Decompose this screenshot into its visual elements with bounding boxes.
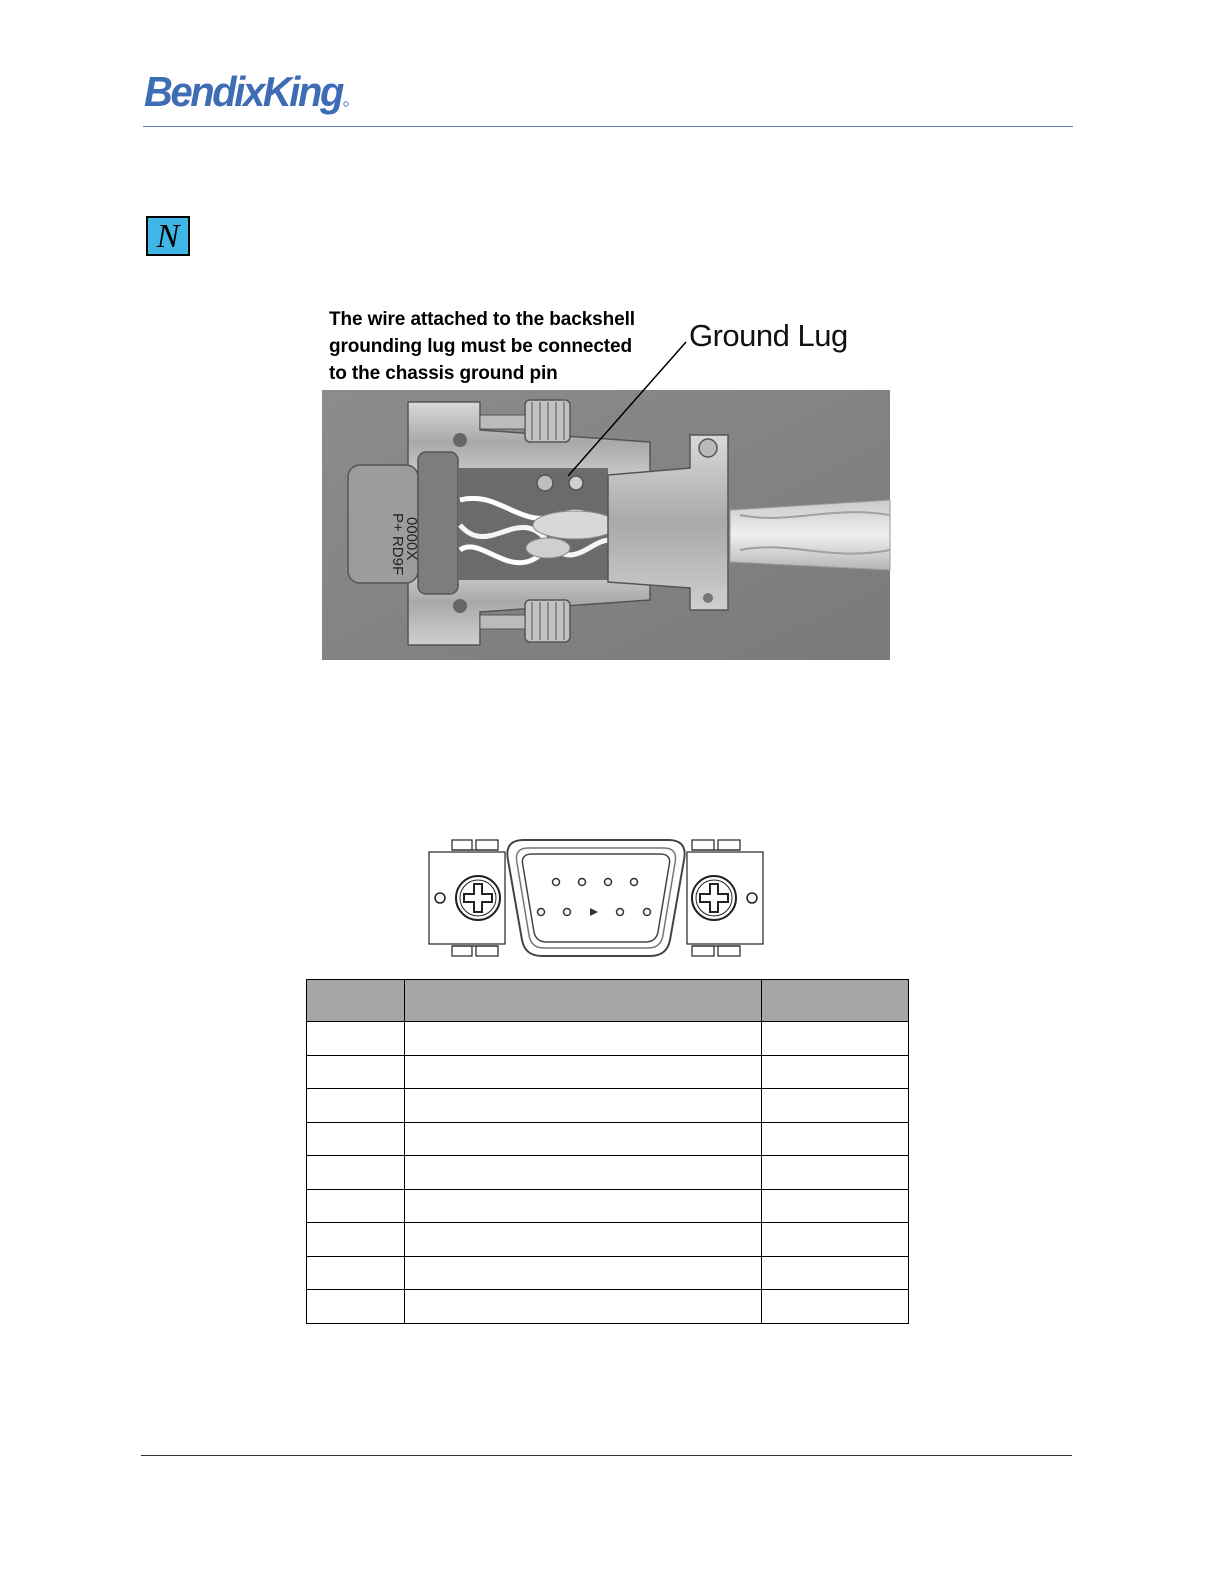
table-row bbox=[307, 1089, 909, 1123]
table-cell bbox=[307, 1189, 405, 1223]
callout-line: grounding lug must be connected bbox=[329, 336, 633, 357]
table-cell bbox=[307, 1223, 405, 1257]
table-cell bbox=[307, 1055, 405, 1089]
table-cell bbox=[762, 1290, 909, 1324]
table-row bbox=[307, 1055, 909, 1089]
table-cell bbox=[307, 1022, 405, 1056]
table-row bbox=[307, 1189, 909, 1223]
table-cell bbox=[405, 1022, 762, 1056]
footer-divider bbox=[141, 1455, 1072, 1456]
table-cell bbox=[762, 1022, 909, 1056]
callout-line: to the chassis ground pin bbox=[329, 363, 558, 384]
table-cell bbox=[405, 1055, 762, 1089]
svg-text:BendixKing: BendixKing bbox=[144, 68, 344, 115]
table-cell bbox=[307, 1156, 405, 1190]
header-divider bbox=[143, 126, 1073, 127]
note-n-icon bbox=[146, 216, 190, 256]
bendixking-logo bbox=[144, 66, 350, 118]
table-row bbox=[307, 1290, 909, 1324]
table-cell bbox=[307, 1256, 405, 1290]
table-cell bbox=[405, 1156, 762, 1190]
column-header bbox=[307, 980, 405, 1022]
table-cell bbox=[762, 1189, 909, 1223]
table-cell bbox=[307, 1290, 405, 1324]
table-cell bbox=[762, 1156, 909, 1190]
ground-lug-label: Ground Lug bbox=[689, 318, 848, 353]
callout-line: The wire attached to the backshell bbox=[329, 309, 635, 330]
table-cell bbox=[405, 1223, 762, 1257]
table-row bbox=[307, 1022, 909, 1056]
table-cell bbox=[762, 1122, 909, 1156]
table-cell bbox=[405, 1122, 762, 1156]
table-row bbox=[307, 1256, 909, 1290]
svg-text:0000X: 0000X bbox=[403, 517, 420, 561]
db9-connector-face-icon bbox=[426, 836, 766, 960]
backshell-photo-figure bbox=[320, 300, 900, 662]
table-row bbox=[307, 1223, 909, 1257]
column-header bbox=[762, 980, 909, 1022]
table-row bbox=[307, 1156, 909, 1190]
ground-wire-callout bbox=[329, 306, 669, 387]
table-cell bbox=[762, 1256, 909, 1290]
table-cell bbox=[405, 1189, 762, 1223]
table-cell bbox=[307, 1122, 405, 1156]
table-cell bbox=[307, 1089, 405, 1123]
table-cell bbox=[762, 1055, 909, 1089]
svg-text:N: N bbox=[156, 218, 180, 255]
column-header bbox=[405, 980, 762, 1022]
pin-assignment-table bbox=[306, 979, 909, 1324]
table-cell bbox=[762, 1223, 909, 1257]
table-row bbox=[307, 1122, 909, 1156]
table-header-row bbox=[307, 980, 909, 1022]
table-cell bbox=[405, 1089, 762, 1123]
table-cell bbox=[405, 1256, 762, 1290]
table-cell bbox=[405, 1290, 762, 1324]
table-cell bbox=[762, 1089, 909, 1123]
svg-text:P+ RD9F: P+ RD9F bbox=[389, 513, 406, 576]
